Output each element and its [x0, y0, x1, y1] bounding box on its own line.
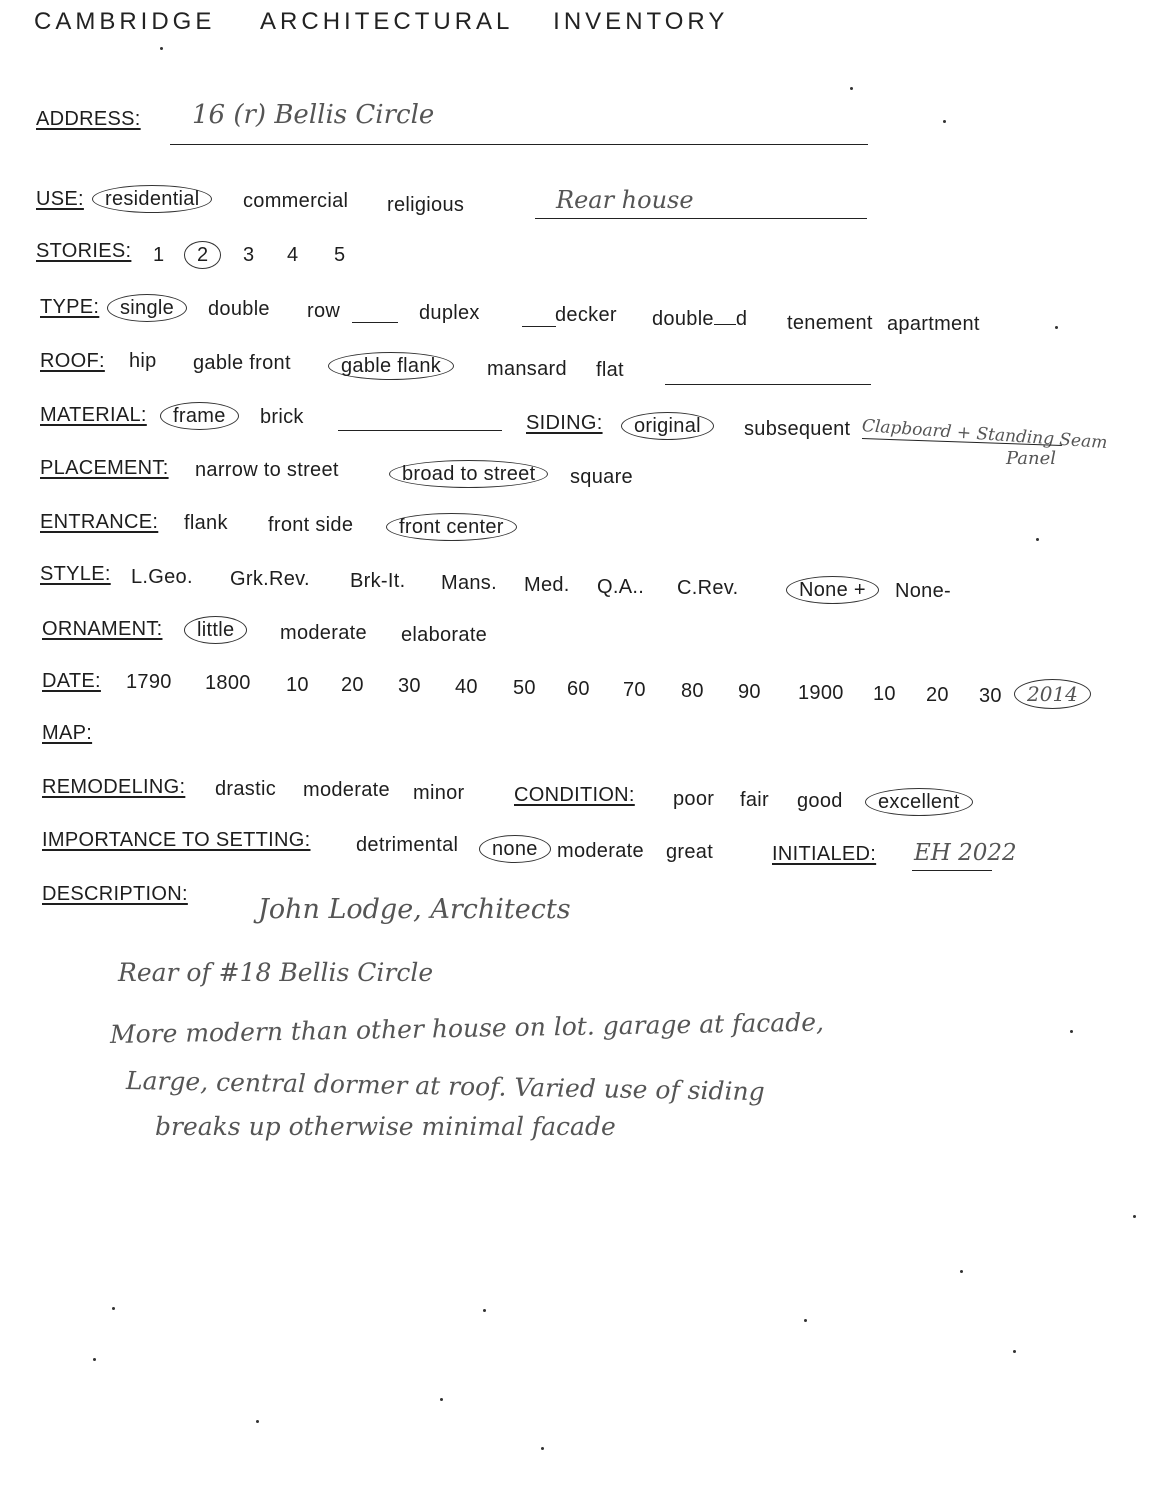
roof-option-gable-front: gable front	[193, 352, 291, 374]
type-option-single: single	[119, 297, 187, 320]
date-option-1910: 10	[873, 683, 896, 705]
condition-option-excellent: excellent	[877, 791, 973, 814]
scan-speck	[160, 47, 163, 50]
siding-note-line2: Panel	[1006, 448, 1057, 469]
remodeling-label: REMODELING:	[42, 776, 186, 798]
scan-speck	[960, 1270, 963, 1273]
scan-speck	[1013, 1350, 1016, 1353]
description-line-2: Rear of #18 Bellis Circle	[118, 958, 434, 987]
scan-speck	[850, 87, 853, 90]
date-label: DATE:	[42, 670, 101, 692]
material-label: MATERIAL:	[40, 404, 147, 426]
use-label: USE:	[36, 188, 84, 210]
entrance-option-flank: flank	[184, 512, 228, 534]
form-header	[34, 8, 728, 36]
scan-speck	[440, 1398, 443, 1401]
condition-option-poor: poor	[673, 788, 715, 810]
scan-speck	[483, 1309, 486, 1312]
date-option-60: 60	[567, 678, 590, 700]
entrance-option-front-side: front side	[268, 514, 354, 536]
date-option-80: 80	[681, 680, 704, 702]
stories-option-3: 3	[243, 244, 255, 266]
roof-option-flat: flat	[596, 359, 624, 381]
placement-option-square: square	[570, 466, 633, 488]
description-label: DESCRIPTION:	[42, 883, 188, 905]
date-option-30: 30	[398, 675, 421, 697]
initialed-underline	[912, 870, 992, 871]
roof-option-mansard: mansard	[487, 358, 567, 380]
use-option-commercial: commercial	[243, 190, 349, 212]
date-option-90: 90	[738, 681, 761, 703]
roof-blank	[665, 384, 871, 385]
scan-speck	[93, 1358, 96, 1361]
remodeling-option-drastic: drastic	[215, 778, 277, 800]
type-option-apartment: apartment	[887, 313, 980, 335]
scan-speck	[1070, 1030, 1073, 1033]
style-option-lgeo: L.Geo.	[131, 566, 193, 588]
type-option-decker: decker	[555, 304, 617, 326]
address-label: ADDRESS:	[36, 108, 141, 130]
type-option-row: row	[307, 300, 341, 322]
entrance-label: ENTRANCE:	[40, 511, 159, 533]
type-option-tenement: tenement	[787, 312, 873, 334]
header-word-inventory: INVENTORY	[553, 8, 729, 35]
scan-speck	[256, 1420, 259, 1423]
date-option-1790: 1790	[126, 671, 172, 693]
style-option-brkit: Brk-It.	[350, 570, 406, 592]
address-underline	[170, 144, 868, 145]
siding-option-original: original	[633, 415, 714, 438]
use-note: Rear house	[556, 186, 694, 214]
description-line-1: John Lodge, Architects	[258, 894, 571, 925]
importance-option-detrimental: detrimental	[356, 834, 459, 856]
style-option-grkrev: Grk.Rev.	[230, 568, 310, 590]
importance-option-none: none	[491, 838, 551, 861]
date-option-1930: 30	[979, 685, 1002, 707]
scan-speck	[1055, 326, 1058, 329]
style-option-med: Med.	[524, 574, 570, 596]
condition-option-good: good	[797, 790, 843, 812]
initialed-value: EH 2022	[914, 840, 1017, 866]
placement-option-narrow: narrow to street	[195, 459, 339, 481]
description-line-3: More modern than other house on lot. garage at facade,	[109, 1007, 825, 1049]
condition-option-fair: fair	[740, 789, 769, 811]
date-option-1920: 20	[926, 684, 949, 706]
type-decker-blank	[522, 326, 556, 327]
stories-option-1: 1	[153, 244, 165, 266]
date-option-10: 10	[286, 674, 309, 696]
siding-note-line1: Clapboard + Standing Seam	[861, 416, 1108, 454]
remodeling-option-minor: minor	[413, 782, 465, 804]
date-option-1800: 1800	[205, 672, 251, 694]
roof-label: ROOF:	[40, 350, 105, 372]
importance-option-great: great	[666, 841, 714, 863]
style-option-crev: C.Rev.	[677, 577, 739, 599]
date-option-40: 40	[455, 676, 478, 698]
use-note-underline	[535, 218, 867, 219]
address-value: 16 (r) Bellis Circle	[192, 100, 435, 130]
remodeling-option-moderate: moderate	[303, 779, 390, 801]
stories-option-5: 5	[334, 244, 346, 266]
material-option-brick: brick	[260, 406, 304, 428]
style-option-mans: Mans.	[441, 572, 497, 594]
scan-speck	[1133, 1215, 1136, 1218]
placement-option-broad: broad to street	[401, 463, 548, 486]
header-word-cambridge: CAMBRIDGE	[34, 8, 216, 35]
siding-option-subsequent: subsequent	[744, 418, 851, 440]
roof-option-hip: hip	[129, 350, 157, 372]
description-line-4: Large, central dormer at roof. Varied use of siding	[125, 1066, 765, 1107]
ornament-option-moderate: moderate	[280, 622, 367, 644]
date-written: 2014	[1026, 682, 1091, 706]
type-option-double: double	[208, 298, 270, 320]
style-label: STYLE:	[40, 563, 111, 585]
condition-label: CONDITION:	[514, 784, 635, 806]
type-option-duplex: duplex	[419, 302, 480, 324]
roof-option-gable-flank: gable flank	[340, 355, 454, 378]
importance-option-moderate: moderate	[557, 840, 644, 862]
use-option-religious: religious	[387, 194, 465, 216]
ornament-label: ORNAMENT:	[42, 618, 163, 640]
ornament-option-elaborate: elaborate	[401, 624, 488, 646]
date-option-20: 20	[341, 674, 364, 696]
type-row-blank	[352, 322, 398, 323]
scan-speck	[541, 1447, 544, 1450]
style-option-qa: Q.A..	[597, 576, 645, 598]
description-line-5: breaks up otherwise minimal facade	[155, 1112, 616, 1141]
entrance-option-front-center: front center	[398, 516, 517, 539]
stories-option-2: 2	[196, 244, 221, 267]
date-option-50: 50	[513, 677, 536, 699]
material-blank	[338, 430, 502, 431]
stories-option-4: 4	[287, 244, 299, 266]
type-option-double-d: double d	[652, 308, 748, 330]
scan-speck	[1036, 538, 1039, 541]
date-option-1900: 1900	[798, 682, 844, 704]
ornament-option-little: little	[196, 619, 247, 642]
date-option-70: 70	[623, 679, 646, 701]
style-option-none-plus: None +	[798, 579, 879, 602]
scan-speck	[804, 1319, 807, 1322]
scan-speck	[943, 120, 946, 123]
importance-label: IMPORTANCE TO SETTING:	[42, 829, 311, 851]
header-word-architectural: ARCHITECTURAL	[260, 8, 513, 35]
use-option-residential: residential	[104, 188, 212, 211]
scan-speck	[112, 1307, 115, 1310]
map-label: MAP:	[42, 722, 93, 744]
style-option-none-minus: None-	[895, 580, 951, 602]
initialed-label: INITIALED:	[772, 843, 877, 865]
material-option-frame: frame	[172, 405, 239, 428]
type-label: TYPE:	[40, 296, 100, 318]
placement-label: PLACEMENT:	[40, 457, 169, 479]
stories-label: STORIES:	[36, 240, 132, 262]
siding-label: SIDING:	[526, 412, 603, 434]
